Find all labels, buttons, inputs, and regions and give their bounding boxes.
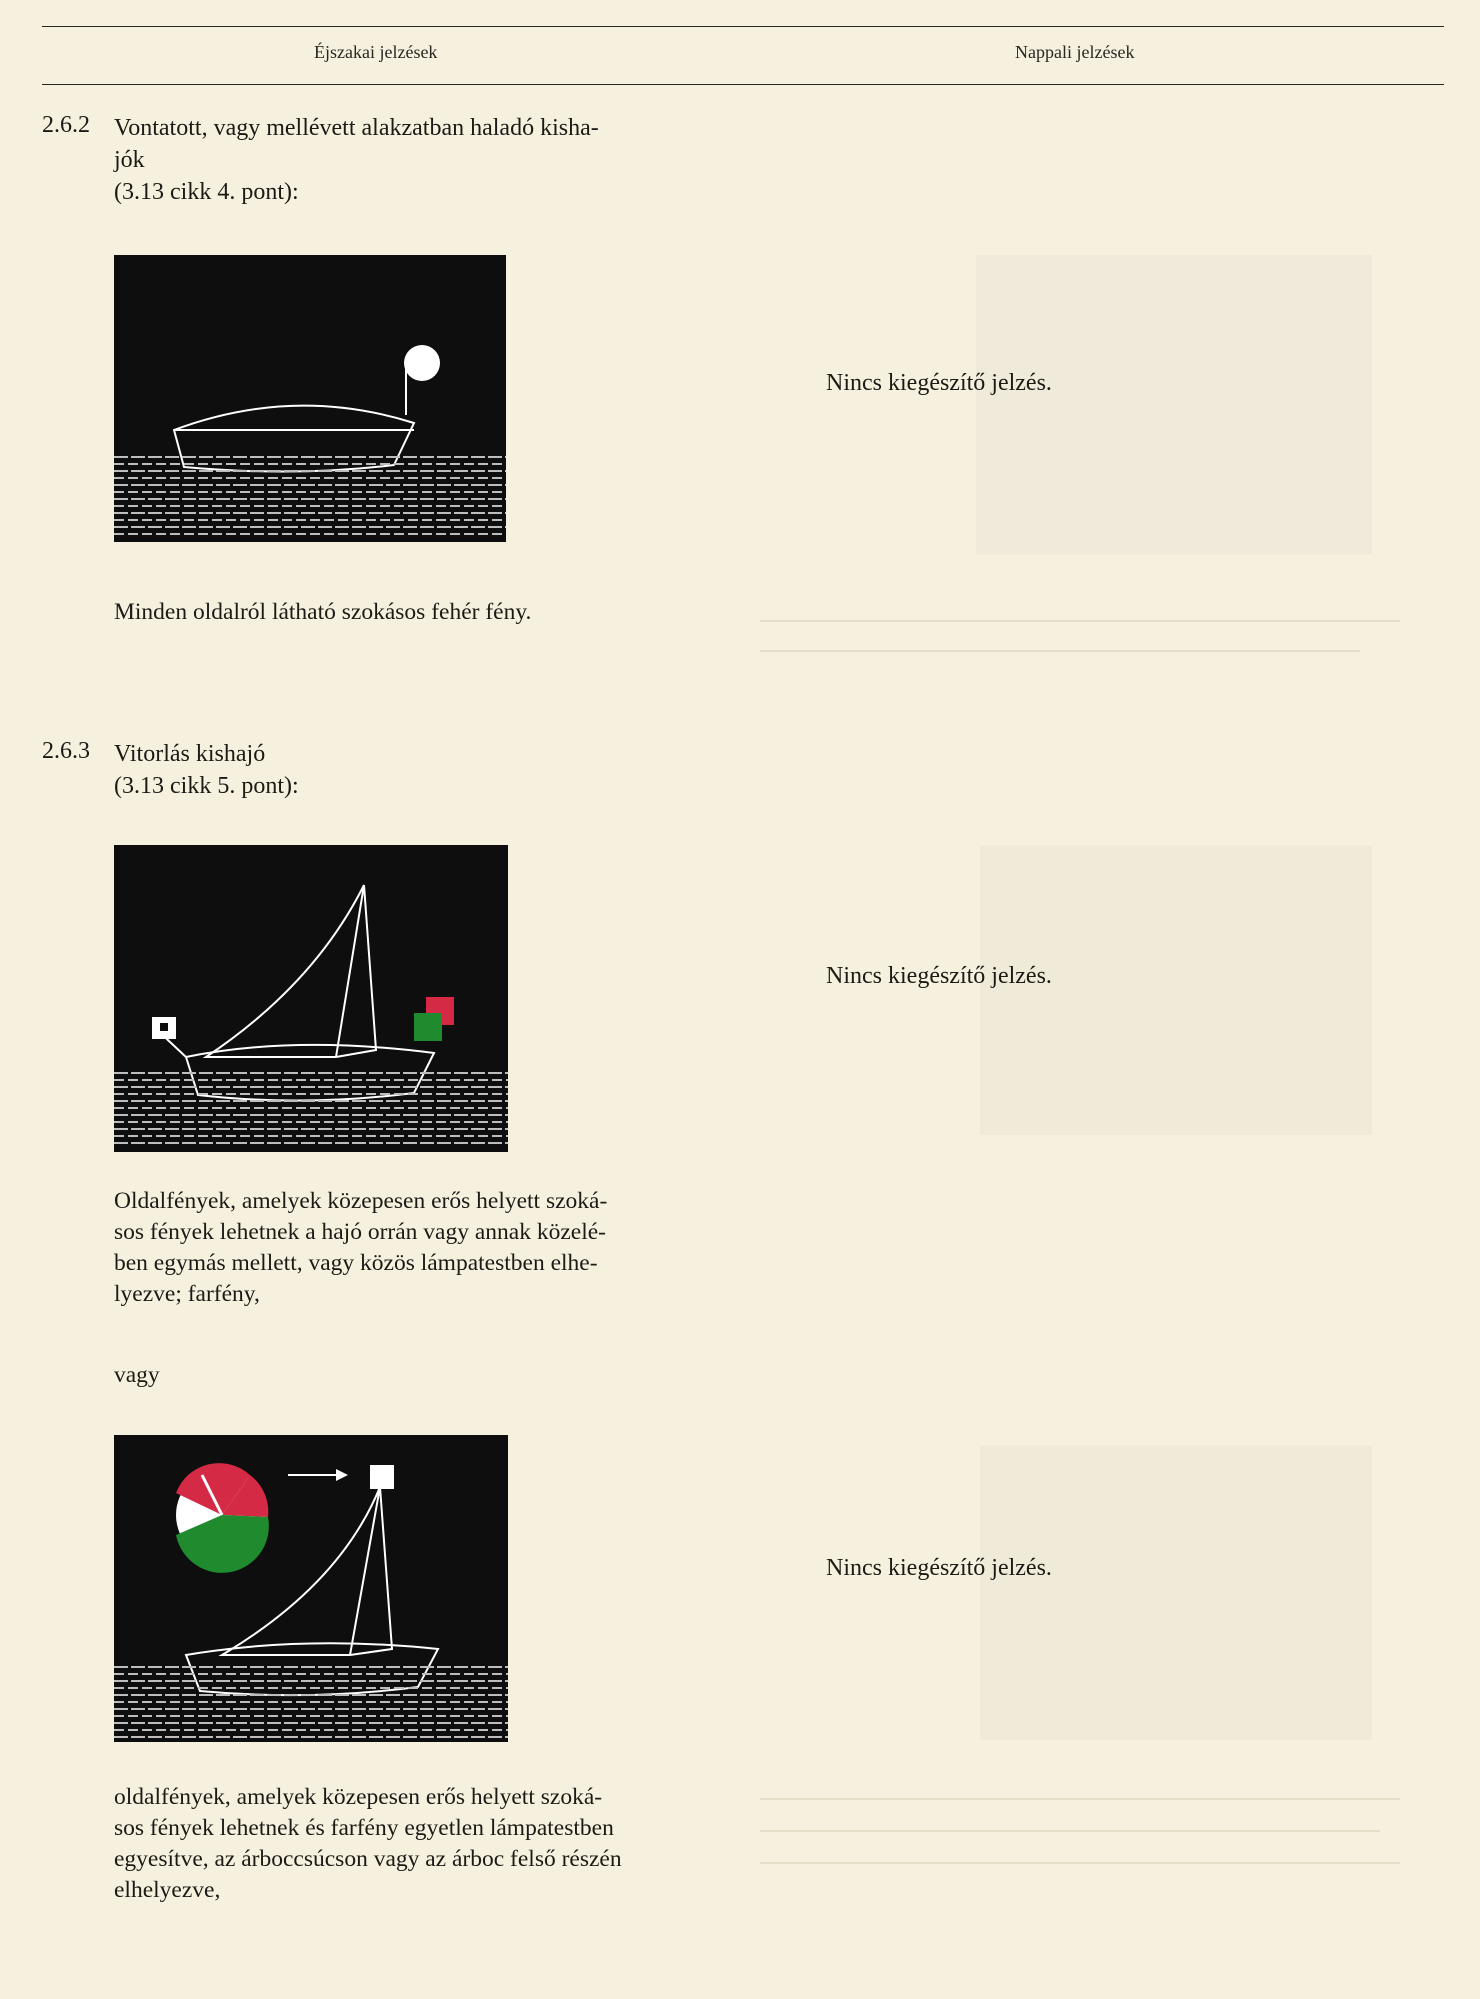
water-lines: [114, 457, 506, 534]
section-title: [114, 738, 299, 802]
section-title: [114, 112, 599, 208]
bleed-through-line: [760, 650, 1360, 652]
night-scene-towed-boat: [114, 255, 506, 542]
caption-line: ben egymás mellett, vagy közös lámpatestben elhe-: [114, 1250, 598, 1276]
black-dot: [160, 1023, 168, 1031]
bleed-through-line: [760, 1862, 1400, 1864]
jib-sail: [350, 1487, 392, 1655]
header-bottom-rule: [42, 84, 1444, 85]
bleed-through-panel: [976, 255, 1372, 555]
section-number: 2.6.2: [42, 112, 90, 138]
section-title-line: jók: [114, 147, 145, 173]
day-signal-text: Nincs kiegészítő jelzés.: [826, 370, 1052, 396]
caption-line: lyezve; farfény,: [114, 1281, 260, 1307]
mast-line: [350, 1487, 380, 1655]
caption-line: elhelyezve,: [114, 1877, 221, 1903]
caption-line: egyesítve, az árboccsúcson vagy az árboc felső részén: [114, 1846, 622, 1872]
bleed-through-line: [760, 1798, 1400, 1800]
caption-line: sos fények lehetnek a hajó orrán vagy annak közelé-: [114, 1219, 606, 1245]
section-number: 2.6.3: [42, 738, 90, 764]
water-lines: [114, 1667, 508, 1737]
header-night-signals: Éjszakai jelzések: [314, 42, 438, 62]
white-all-round-light: [404, 345, 440, 381]
header-day-signals: Nappali jelzések: [1015, 42, 1135, 62]
caption-line: Oldalfények, amelyek közepesen erős helyett szoká-: [114, 1188, 608, 1214]
bleed-through-line: [760, 1830, 1380, 1832]
green-side-light: [414, 1013, 442, 1041]
bleed-through-line: [760, 620, 1400, 622]
section-title-line: (3.13 cikk 5. pont):: [114, 773, 299, 799]
caption-line: oldalfények, amelyek közepesen erős helyett szoká-: [114, 1784, 603, 1810]
caption-line: sos fények lehetnek és farfény egyetlen lámpatestben: [114, 1815, 614, 1841]
day-signal-text: Nincs kiegészítő jelzés.: [826, 963, 1052, 989]
masthead-white-light: [370, 1465, 394, 1489]
boat-hull: [174, 406, 414, 472]
day-signal-text: Nincs kiegészítő jelzés.: [826, 1555, 1052, 1581]
vagy-text: vagy: [114, 1362, 160, 1388]
arrow-head: [336, 1469, 348, 1481]
caption-text: [114, 597, 744, 628]
bleed-through-panel: [980, 1445, 1372, 1740]
water-lines: [114, 1073, 508, 1143]
jib-sail: [336, 885, 376, 1057]
section-title-line: (3.13 cikk 4. pont):: [114, 179, 299, 205]
header-top-rule: [42, 26, 1444, 27]
section-title-line: Vitorlás kishajó: [114, 741, 266, 767]
section-title-line: Vontatott, vagy mellévett alakzatban haladó kisha-: [114, 115, 599, 141]
night-scene-sailboat-side-lights: [114, 845, 508, 1152]
caption-line: Minden oldalról látható szokásos fehér fény.: [114, 599, 532, 625]
bleed-through-panel: [980, 845, 1372, 1135]
caption-text: [114, 1186, 744, 1310]
night-scene-sailboat-tricolour: [114, 1435, 508, 1742]
caption-text: [114, 1782, 744, 1906]
